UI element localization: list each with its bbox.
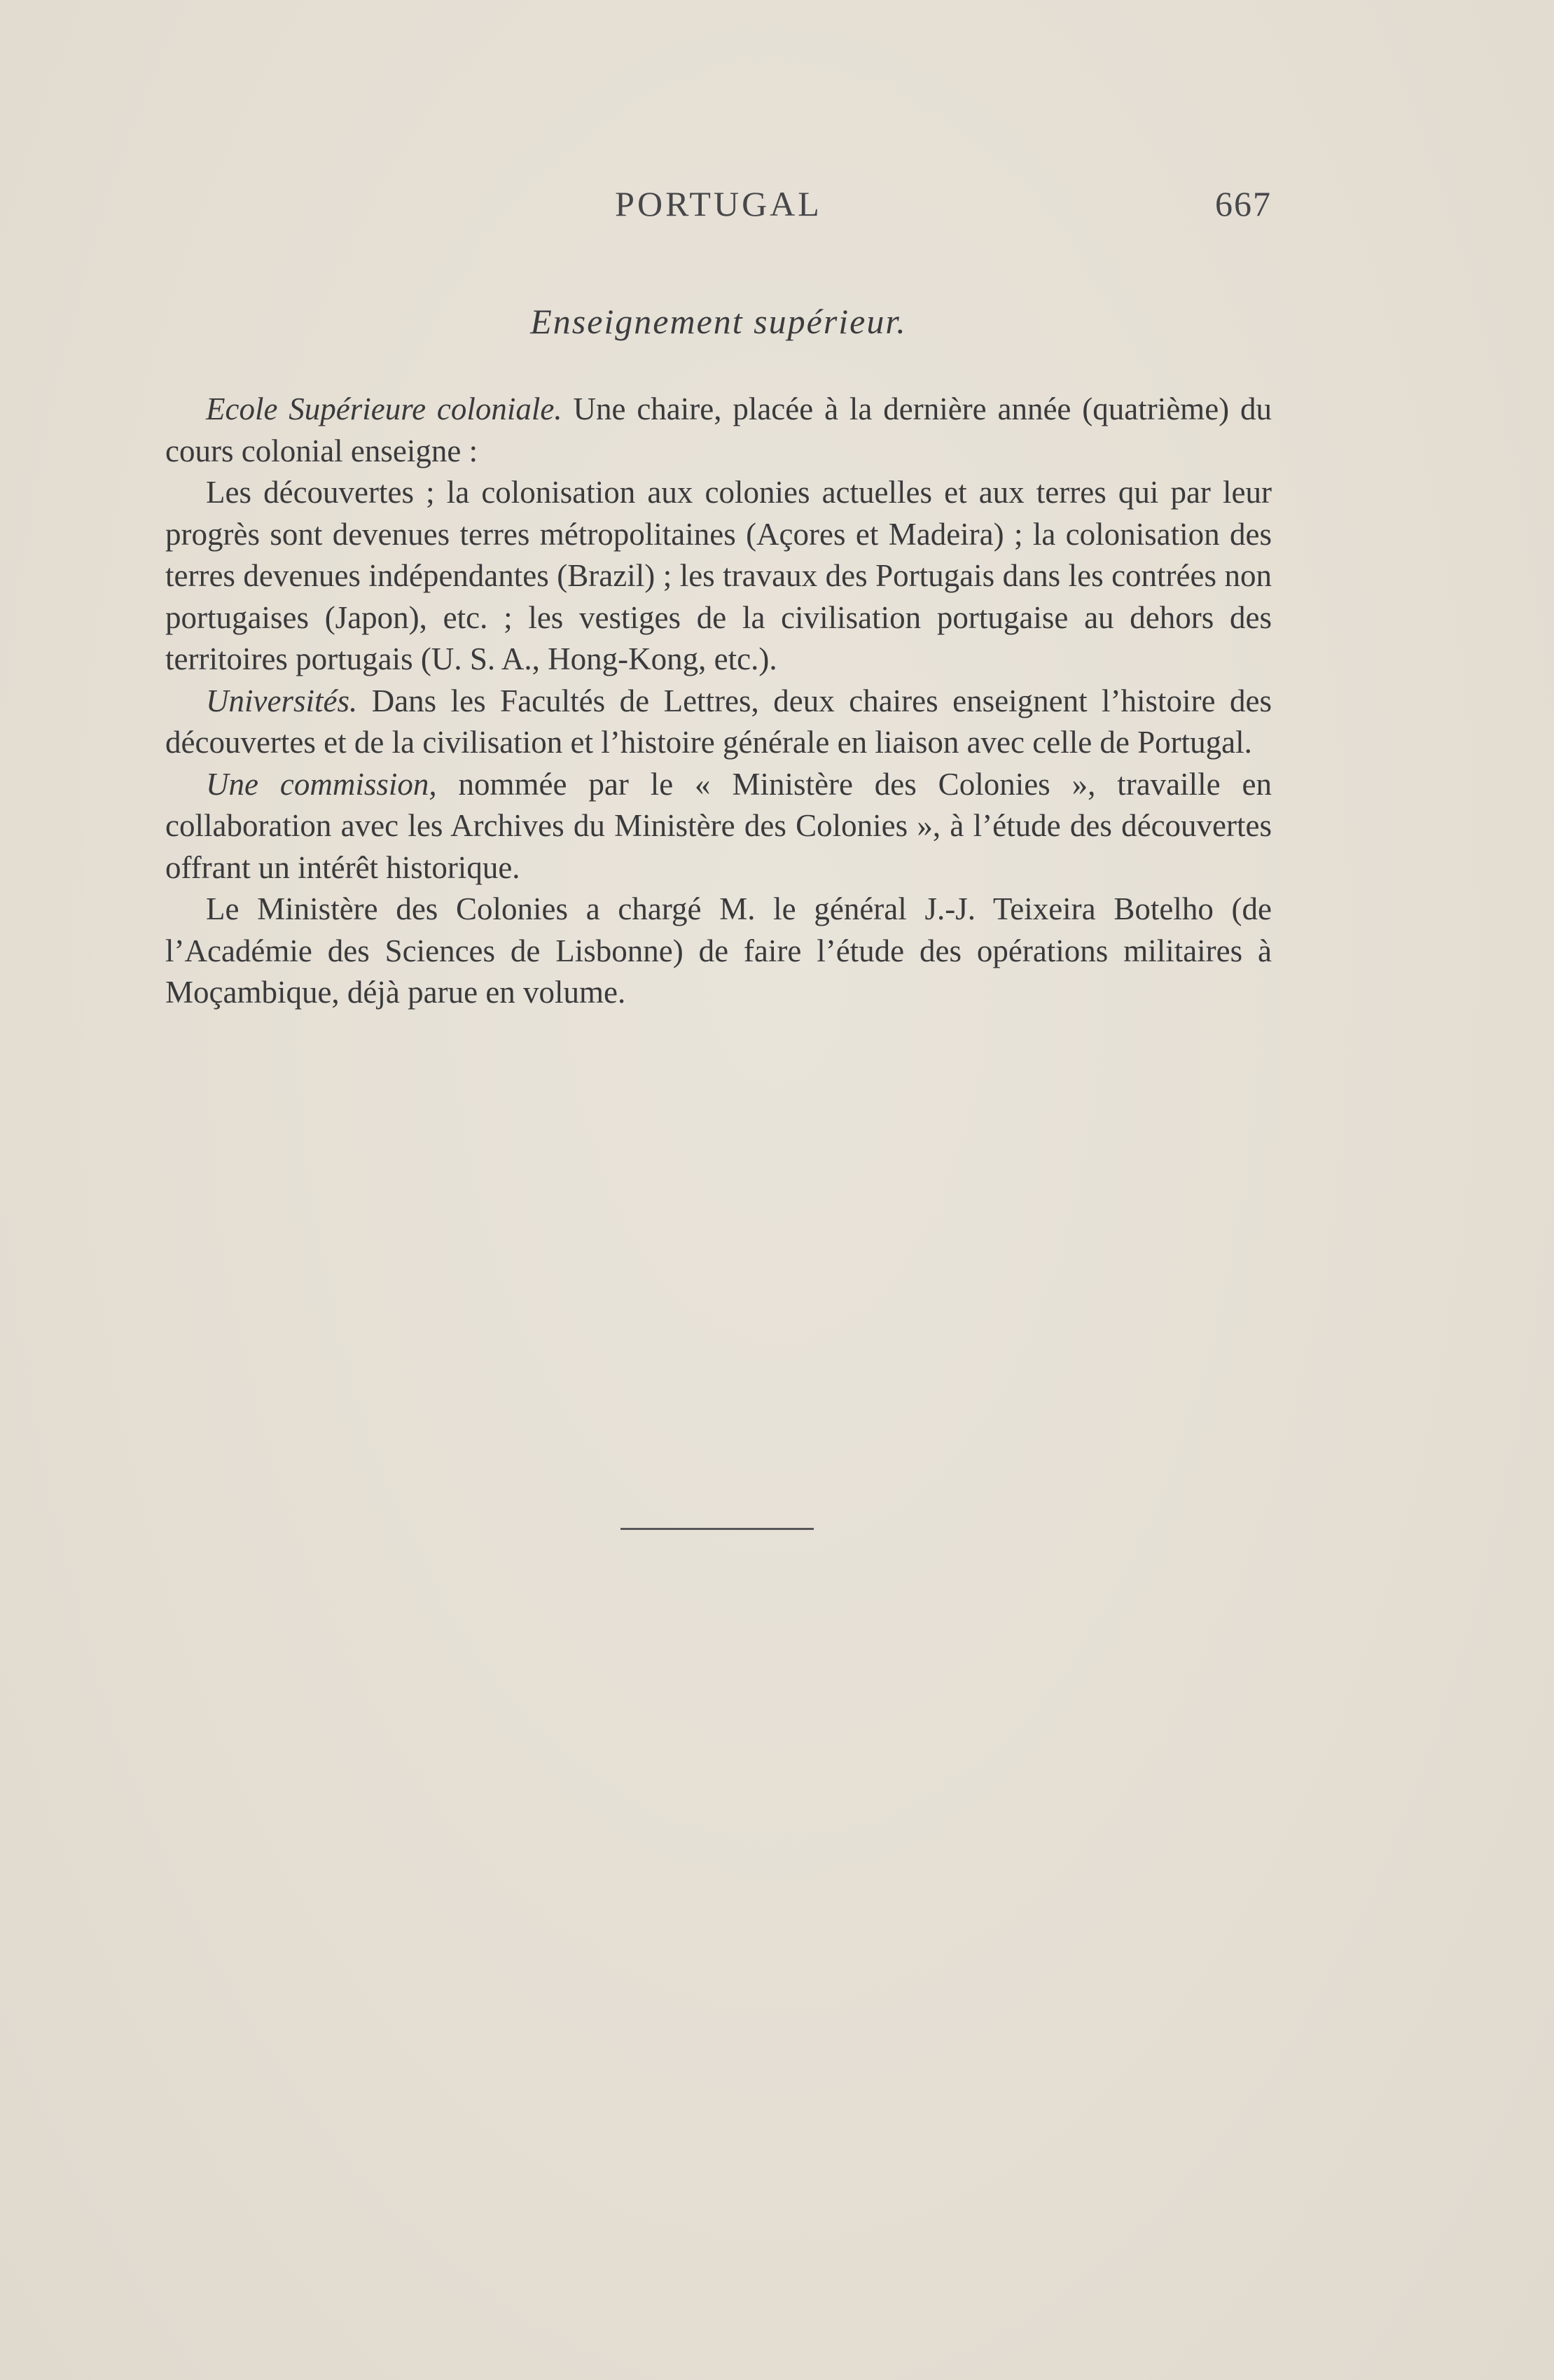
paragraph-decouvertes [165,472,1272,681]
paragraph-ministere [165,889,1272,1014]
section-heading: Enseignement supérieur. [530,302,907,341]
paragraph-text: Dans les Facultés de Lettres, deux chaires enseignent l’histoire des découvertes et de la civilisation et l’histoire générale en liaison avec celle de Portugal. [165,683,1272,760]
paragraph-commission [165,764,1272,889]
paragraph-lead: Ecole Supérieure coloniale. [206,391,562,426]
running-head [165,183,1272,232]
paragraph-text: Une chaire, placée à la dernière année (quatrième) du cours colonial enseigne : [165,391,1272,468]
paragraph-universites [165,681,1272,764]
paragraph-lead: Une commission, [206,766,437,802]
paragraph-ecole-superieure [165,389,1272,472]
paragraph-lead: Universités. [206,683,358,718]
section-separator-rule [620,1528,814,1530]
paragraph-text: Les découvertes ; la colonisation aux colonies actuelles et aux terres qui par leur progrès sont devenues terres métropolitaines (Açores et Madeira) ; la colonisation des terres devenues indépendantes (Brazil) ; les travaux des Portugais dans les contrées non portugaises (Japon), etc. ; les vestiges de la civilisation portugaise au dehors des territoires portugais (U. S. A., Hong-Kong, etc.). [165,475,1272,676]
paragraph-text: nommée par le « Ministère des Colonies », travaille en collaboration avec les Archives du Ministère des Colonies », à l’étude des découvertes offrant un intérêt historique. [165,766,1272,885]
body-text [165,389,1272,1014]
running-title: PORTUGAL [615,184,822,223]
paragraph-text: Le Ministère des Colonies a chargé M. le général J.-J. Teixeira Botelho (de l’Académie des Sciences de Lisbonne) de faire l’étude des opérations militaires à Moçambique, déjà parue en volume. [165,891,1272,1010]
page-number: 667 [1215,184,1272,223]
